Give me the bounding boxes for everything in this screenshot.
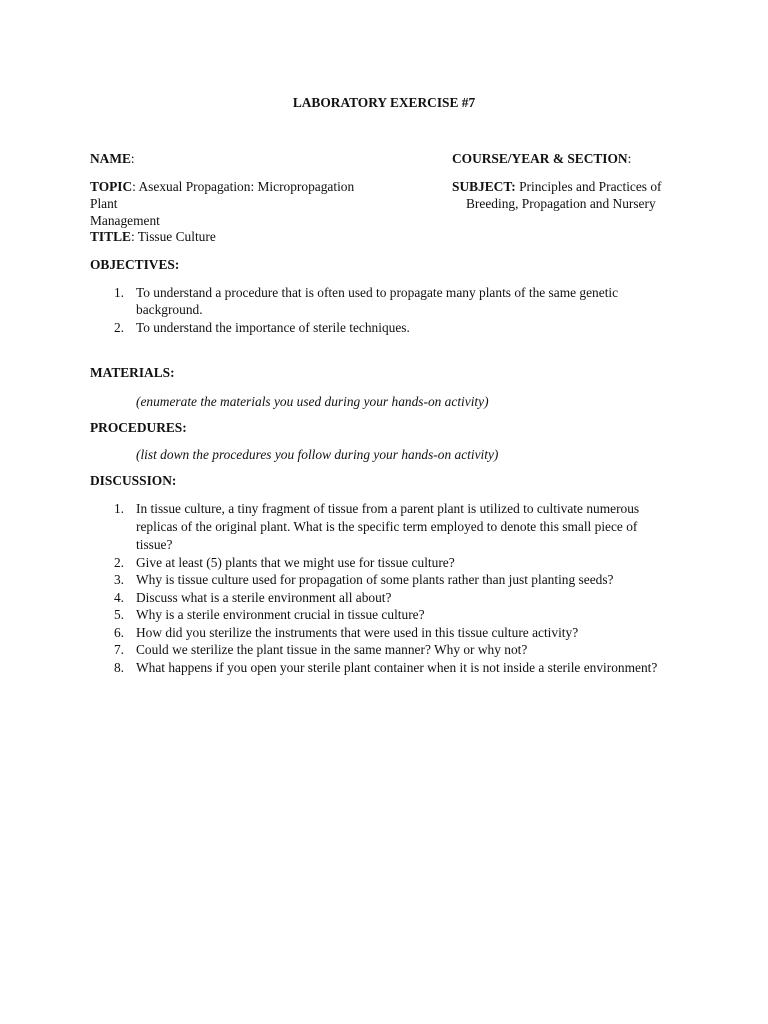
list-text: replicas of the original plant. What is the specific term employed to denote this small piece of <box>136 519 638 534</box>
subject-value: Principles and Practices of <box>515 179 662 194</box>
title-field <box>90 228 216 245</box>
list-text: What happens if you open your sterile plant container when it is not inside a sterile environment? <box>136 660 658 675</box>
list-number: 2. <box>113 320 124 335</box>
subject-value-continued: Breeding, Propagation and Nursery <box>466 196 656 211</box>
topic-label: TOPIC <box>90 179 133 194</box>
procedures-instruction: (list down the procedures you follow during your hands-on activity) <box>136 447 499 462</box>
discussion-heading: DISCUSSION: <box>90 473 177 488</box>
list-text: Could we sterilize the plant tissue in the same manner? Why or why not? <box>136 642 528 657</box>
procedures-heading: PROCEDURES: <box>90 420 187 435</box>
list-text: To understand the importance of sterile techniques. <box>136 320 410 335</box>
list-number: 7. <box>113 642 124 657</box>
materials-instruction: (enumerate the materials you used during your hands-on activity) <box>136 394 489 409</box>
objectives-heading: OBJECTIVES: <box>90 257 180 272</box>
title-value: : Tissue Culture <box>130 229 216 244</box>
list-text: In tissue culture, a tiny fragment of tissue from a parent plant is utilized to cultivate numerous <box>136 501 640 516</box>
list-number: 1. <box>113 501 124 516</box>
list-text: Why is tissue culture used for propagation of some plants rather than just planting seeds? <box>136 572 614 587</box>
list-text: How did you sterilize the instruments that were used in this tissue culture activity? <box>136 625 579 640</box>
topic-field <box>90 178 354 195</box>
subject-field <box>452 178 662 195</box>
name-colon: : <box>130 151 135 166</box>
list-text: background. <box>136 302 203 317</box>
name-field <box>90 150 135 167</box>
list-text: Why is a sterile environment crucial in tissue culture? <box>136 607 425 622</box>
topic-value-continued: Plant <box>90 196 118 211</box>
topic-value-continued-2: Management <box>90 213 160 228</box>
name-label: NAME <box>90 151 131 166</box>
list-text: Give at least (5) plants that we might use for tissue culture? <box>136 555 455 570</box>
list-text: Discuss what is a sterile environment all about? <box>136 590 392 605</box>
list-number: 6. <box>113 625 124 640</box>
list-number: 2. <box>113 555 124 570</box>
list-number: 4. <box>113 590 124 605</box>
materials-heading: MATERIALS: <box>90 365 175 380</box>
subject-label: SUBJECT: <box>452 179 516 194</box>
title-label: TITLE <box>90 229 131 244</box>
document-title: LABORATORY EXERCISE #7 <box>292 95 476 110</box>
topic-value: : Asexual Propagation: Micropropagation <box>132 179 355 194</box>
list-number: 3. <box>113 572 124 587</box>
list-number: 1. <box>113 285 124 300</box>
list-number: 8. <box>113 660 124 675</box>
list-text: To understand a procedure that is often used to propagate many plants of the same genetic <box>136 285 619 300</box>
course-field <box>452 150 631 167</box>
list-text: tissue? <box>136 537 173 552</box>
course-label: COURSE/YEAR & SECTION <box>452 151 628 166</box>
course-colon: : <box>627 151 632 166</box>
list-number: 5. <box>113 607 124 622</box>
